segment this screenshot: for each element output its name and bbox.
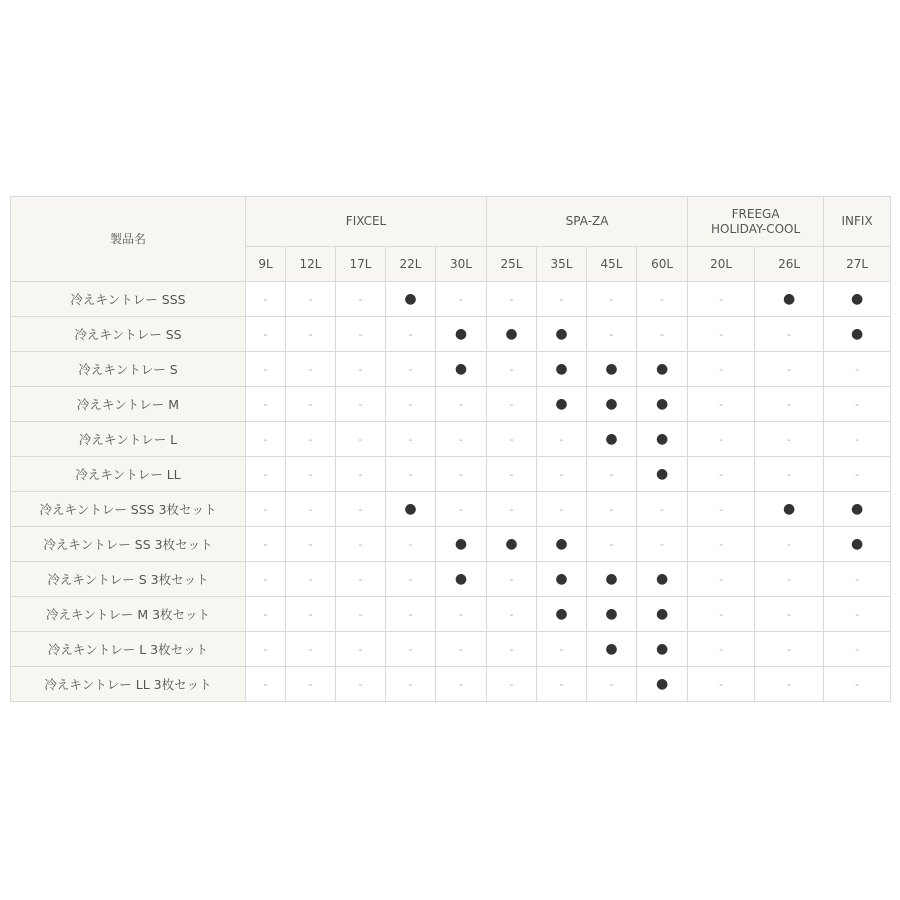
compatible-mark: ●: [436, 527, 487, 562]
not-compatible-mark: -: [824, 387, 891, 422]
not-compatible-mark: -: [246, 667, 286, 702]
compatible-mark: ●: [824, 527, 891, 562]
not-compatible-mark: -: [246, 457, 286, 492]
not-compatible-mark: -: [487, 492, 537, 527]
compatible-mark: ●: [824, 282, 891, 317]
compatible-mark: ●: [537, 597, 587, 632]
product-name: 冷えキントレー LL: [11, 457, 246, 492]
not-compatible-mark: -: [336, 317, 386, 352]
not-compatible-mark: -: [286, 317, 336, 352]
not-compatible-mark: -: [637, 527, 688, 562]
not-compatible-mark: -: [487, 457, 537, 492]
size-header: 17L: [336, 247, 386, 282]
not-compatible-mark: -: [537, 422, 587, 457]
compatible-mark: ●: [487, 527, 537, 562]
compatible-mark: ●: [587, 352, 637, 387]
not-compatible-mark: -: [755, 457, 824, 492]
not-compatible-mark: -: [246, 387, 286, 422]
not-compatible-mark: -: [587, 527, 637, 562]
product-name: 冷えキントレー M 3枚セット: [11, 597, 246, 632]
size-header: 26L: [755, 247, 824, 282]
not-compatible-mark: -: [688, 387, 755, 422]
not-compatible-mark: -: [286, 667, 336, 702]
not-compatible-mark: -: [824, 562, 891, 597]
table-header: [11, 197, 891, 282]
not-compatible-mark: -: [336, 597, 386, 632]
not-compatible-mark: -: [246, 562, 286, 597]
not-compatible-mark: -: [688, 597, 755, 632]
not-compatible-mark: -: [386, 422, 436, 457]
not-compatible-mark: -: [487, 387, 537, 422]
size-header: 20L: [688, 247, 755, 282]
not-compatible-mark: -: [246, 282, 286, 317]
brand-header: FIXCEL: [246, 197, 487, 247]
not-compatible-mark: -: [688, 527, 755, 562]
compatible-mark: ●: [487, 317, 537, 352]
not-compatible-mark: -: [436, 597, 487, 632]
not-compatible-mark: -: [436, 387, 487, 422]
size-header: 35L: [537, 247, 587, 282]
not-compatible-mark: -: [487, 632, 537, 667]
compatible-mark: ●: [637, 387, 688, 422]
not-compatible-mark: -: [386, 562, 436, 597]
compatible-mark: ●: [824, 492, 891, 527]
not-compatible-mark: -: [755, 317, 824, 352]
compatible-mark: ●: [637, 632, 688, 667]
product-name: 冷えキントレー L: [11, 422, 246, 457]
compatible-mark: ●: [436, 562, 487, 597]
not-compatible-mark: -: [755, 632, 824, 667]
not-compatible-mark: -: [587, 282, 637, 317]
not-compatible-mark: -: [286, 492, 336, 527]
table-row: [11, 282, 891, 317]
not-compatible-mark: -: [286, 457, 336, 492]
size-header: 25L: [487, 247, 537, 282]
not-compatible-mark: -: [436, 667, 487, 702]
not-compatible-mark: -: [824, 422, 891, 457]
table-row: [11, 632, 891, 667]
not-compatible-mark: -: [537, 282, 587, 317]
not-compatible-mark: -: [246, 492, 286, 527]
not-compatible-mark: -: [436, 422, 487, 457]
brand-header: FREEGA HOLIDAY-COOL: [688, 197, 824, 247]
table-row: [11, 562, 891, 597]
table-row: [11, 457, 891, 492]
not-compatible-mark: -: [286, 282, 336, 317]
not-compatible-mark: -: [755, 562, 824, 597]
compatible-mark: ●: [537, 317, 587, 352]
product-name: 冷えキントレー SSS 3枚セット: [11, 492, 246, 527]
table-row: [11, 492, 891, 527]
product-name: 冷えキントレー SS: [11, 317, 246, 352]
not-compatible-mark: -: [487, 562, 537, 597]
compatible-mark: ●: [537, 562, 587, 597]
compatible-mark: ●: [637, 422, 688, 457]
not-compatible-mark: -: [336, 527, 386, 562]
not-compatible-mark: -: [688, 317, 755, 352]
not-compatible-mark: -: [755, 352, 824, 387]
not-compatible-mark: -: [637, 317, 688, 352]
not-compatible-mark: -: [436, 632, 487, 667]
not-compatible-mark: -: [246, 317, 286, 352]
not-compatible-mark: -: [336, 457, 386, 492]
table-row: [11, 597, 891, 632]
not-compatible-mark: -: [336, 632, 386, 667]
not-compatible-mark: -: [487, 352, 537, 387]
compatible-mark: ●: [755, 282, 824, 317]
not-compatible-mark: -: [755, 667, 824, 702]
compatible-mark: ●: [587, 632, 637, 667]
not-compatible-mark: -: [688, 492, 755, 527]
size-header: 9L: [246, 247, 286, 282]
not-compatible-mark: -: [688, 457, 755, 492]
not-compatible-mark: -: [386, 457, 436, 492]
not-compatible-mark: -: [246, 352, 286, 387]
compatible-mark: ●: [587, 387, 637, 422]
not-compatible-mark: -: [336, 492, 386, 527]
not-compatible-mark: -: [755, 527, 824, 562]
not-compatible-mark: -: [587, 317, 637, 352]
compatible-mark: ●: [436, 352, 487, 387]
table-row: [11, 352, 891, 387]
not-compatible-mark: -: [537, 632, 587, 667]
not-compatible-mark: -: [537, 667, 587, 702]
compatible-mark: ●: [537, 527, 587, 562]
compatible-mark: ●: [755, 492, 824, 527]
brand-header: SPA-ZA: [487, 197, 688, 247]
not-compatible-mark: -: [386, 387, 436, 422]
not-compatible-mark: -: [688, 282, 755, 317]
not-compatible-mark: -: [688, 667, 755, 702]
not-compatible-mark: -: [336, 387, 386, 422]
compatible-mark: ●: [587, 562, 637, 597]
table-row: [11, 422, 891, 457]
not-compatible-mark: -: [487, 667, 537, 702]
not-compatible-mark: -: [587, 457, 637, 492]
compatible-mark: ●: [436, 317, 487, 352]
not-compatible-mark: -: [637, 492, 688, 527]
compatible-mark: ●: [824, 317, 891, 352]
size-header: 60L: [637, 247, 688, 282]
not-compatible-mark: -: [755, 387, 824, 422]
size-header: 12L: [286, 247, 336, 282]
product-name: 冷えキントレー SSS: [11, 282, 246, 317]
not-compatible-mark: -: [824, 667, 891, 702]
not-compatible-mark: -: [587, 667, 637, 702]
not-compatible-mark: -: [286, 527, 336, 562]
not-compatible-mark: -: [286, 422, 336, 457]
not-compatible-mark: -: [436, 457, 487, 492]
not-compatible-mark: -: [755, 597, 824, 632]
not-compatible-mark: -: [755, 422, 824, 457]
not-compatible-mark: -: [286, 597, 336, 632]
not-compatible-mark: -: [286, 387, 336, 422]
not-compatible-mark: -: [487, 422, 537, 457]
size-header: 45L: [587, 247, 637, 282]
compatible-mark: ●: [587, 597, 637, 632]
not-compatible-mark: -: [688, 632, 755, 667]
not-compatible-mark: -: [537, 457, 587, 492]
compatible-mark: ●: [637, 457, 688, 492]
not-compatible-mark: -: [286, 562, 336, 597]
not-compatible-mark: -: [336, 422, 386, 457]
not-compatible-mark: -: [688, 422, 755, 457]
not-compatible-mark: -: [386, 667, 436, 702]
not-compatible-mark: -: [386, 352, 436, 387]
not-compatible-mark: -: [336, 352, 386, 387]
product-name: 冷えキントレー S 3枚セット: [11, 562, 246, 597]
not-compatible-mark: -: [336, 562, 386, 597]
compatible-mark: ●: [587, 422, 637, 457]
not-compatible-mark: -: [587, 492, 637, 527]
not-compatible-mark: -: [487, 282, 537, 317]
not-compatible-mark: -: [386, 632, 436, 667]
table-row: [11, 387, 891, 422]
not-compatible-mark: -: [246, 597, 286, 632]
product-name-header: 製品名: [11, 197, 246, 282]
not-compatible-mark: -: [537, 492, 587, 527]
not-compatible-mark: -: [824, 352, 891, 387]
not-compatible-mark: -: [336, 667, 386, 702]
not-compatible-mark: -: [286, 352, 336, 387]
not-compatible-mark: -: [286, 632, 336, 667]
not-compatible-mark: -: [386, 317, 436, 352]
table-row: [11, 317, 891, 352]
not-compatible-mark: -: [688, 352, 755, 387]
compatible-mark: ●: [537, 352, 587, 387]
not-compatible-mark: -: [246, 422, 286, 457]
not-compatible-mark: -: [824, 457, 891, 492]
not-compatible-mark: -: [386, 597, 436, 632]
compatible-mark: ●: [637, 597, 688, 632]
not-compatible-mark: -: [487, 597, 537, 632]
not-compatible-mark: -: [637, 282, 688, 317]
product-name: 冷えキントレー M: [11, 387, 246, 422]
product-name: 冷えキントレー S: [11, 352, 246, 387]
not-compatible-mark: -: [336, 282, 386, 317]
size-header: 27L: [824, 247, 891, 282]
not-compatible-mark: -: [436, 282, 487, 317]
compatible-mark: ●: [386, 492, 436, 527]
compatibility-table: [10, 196, 891, 702]
not-compatible-mark: -: [436, 492, 487, 527]
not-compatible-mark: -: [386, 527, 436, 562]
not-compatible-mark: -: [246, 527, 286, 562]
not-compatible-mark: -: [688, 562, 755, 597]
not-compatible-mark: -: [824, 597, 891, 632]
product-name: 冷えキントレー L 3枚セット: [11, 632, 246, 667]
compatible-mark: ●: [386, 282, 436, 317]
not-compatible-mark: -: [824, 632, 891, 667]
product-name: 冷えキントレー SS 3枚セット: [11, 527, 246, 562]
compatible-mark: ●: [637, 352, 688, 387]
table-row: [11, 667, 891, 702]
not-compatible-mark: -: [246, 632, 286, 667]
brand-header: INFIX: [824, 197, 891, 247]
compatible-mark: ●: [637, 667, 688, 702]
size-header: 30L: [436, 247, 487, 282]
size-header: 22L: [386, 247, 436, 282]
table-body: [11, 282, 891, 702]
compatible-mark: ●: [637, 562, 688, 597]
product-name: 冷えキントレー LL 3枚セット: [11, 667, 246, 702]
table-row: [11, 527, 891, 562]
compatible-mark: ●: [537, 387, 587, 422]
